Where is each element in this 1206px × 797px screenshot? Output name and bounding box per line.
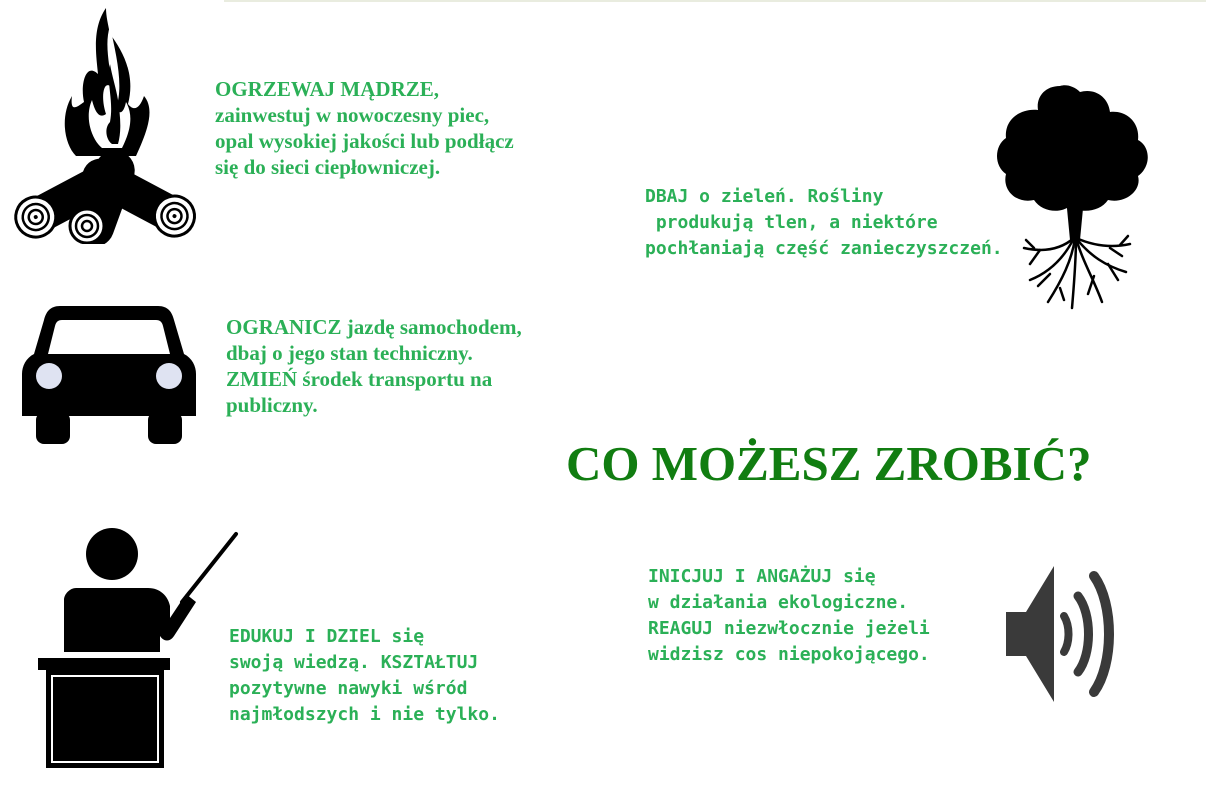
top-divider bbox=[224, 0, 1206, 2]
tip-line: swoją wiedzą. KSZTAŁTUJ bbox=[229, 652, 479, 673]
tip-line: pozytywne nawyki wśród bbox=[229, 678, 468, 699]
tip-line: opal wysokiej jakości lub podłącz bbox=[215, 129, 514, 153]
tip-education bbox=[229, 624, 500, 728]
tip-line: najmłodszych i nie tylko. bbox=[229, 704, 500, 725]
tree-icon bbox=[990, 80, 1160, 312]
tip-line: dbaj o jego stan techniczny. bbox=[226, 341, 473, 365]
tip-line: publiczny. bbox=[226, 393, 318, 417]
tip-line: zainwestuj w nowoczesny piec, bbox=[215, 103, 490, 127]
tip-line: REAGUJ niezwłocznie jeżeli bbox=[648, 618, 930, 639]
tip-line: pochłaniają część zanieczyszczeń. bbox=[645, 238, 1003, 259]
headline: CO MOŻESZ ZROBIĆ? bbox=[566, 436, 1092, 491]
tip-line: produkują tlen, a niektóre bbox=[645, 212, 938, 233]
tip-heating bbox=[215, 76, 514, 180]
tip-line: ZMIEŃ środek transportu na bbox=[226, 367, 493, 391]
teacher-icon bbox=[36, 528, 246, 770]
tip-line: w działania ekologiczne. bbox=[648, 592, 909, 613]
tip-line: widzisz cos niepokojącego. bbox=[648, 644, 930, 665]
tip-line: OGRANICZ jazdę samochodem, bbox=[226, 315, 522, 339]
tip-greenery bbox=[645, 184, 1003, 262]
tip-driving bbox=[226, 314, 522, 418]
tip-line: OGRZEWAJ MĄDRZE, bbox=[215, 77, 440, 101]
tip-line: INICJUJ I ANGAŻUJ się bbox=[648, 566, 876, 587]
car-icon bbox=[22, 300, 196, 446]
tip-line: DBAJ o zieleń. Rośliny bbox=[645, 186, 884, 207]
campfire-icon bbox=[6, 4, 202, 244]
speaker-icon bbox=[1004, 558, 1128, 710]
tip-line: EDUKUJ I DZIEL się bbox=[229, 626, 425, 647]
tip-line: się do sieci ciepłowniczej. bbox=[215, 155, 441, 179]
tip-engage bbox=[648, 564, 930, 668]
